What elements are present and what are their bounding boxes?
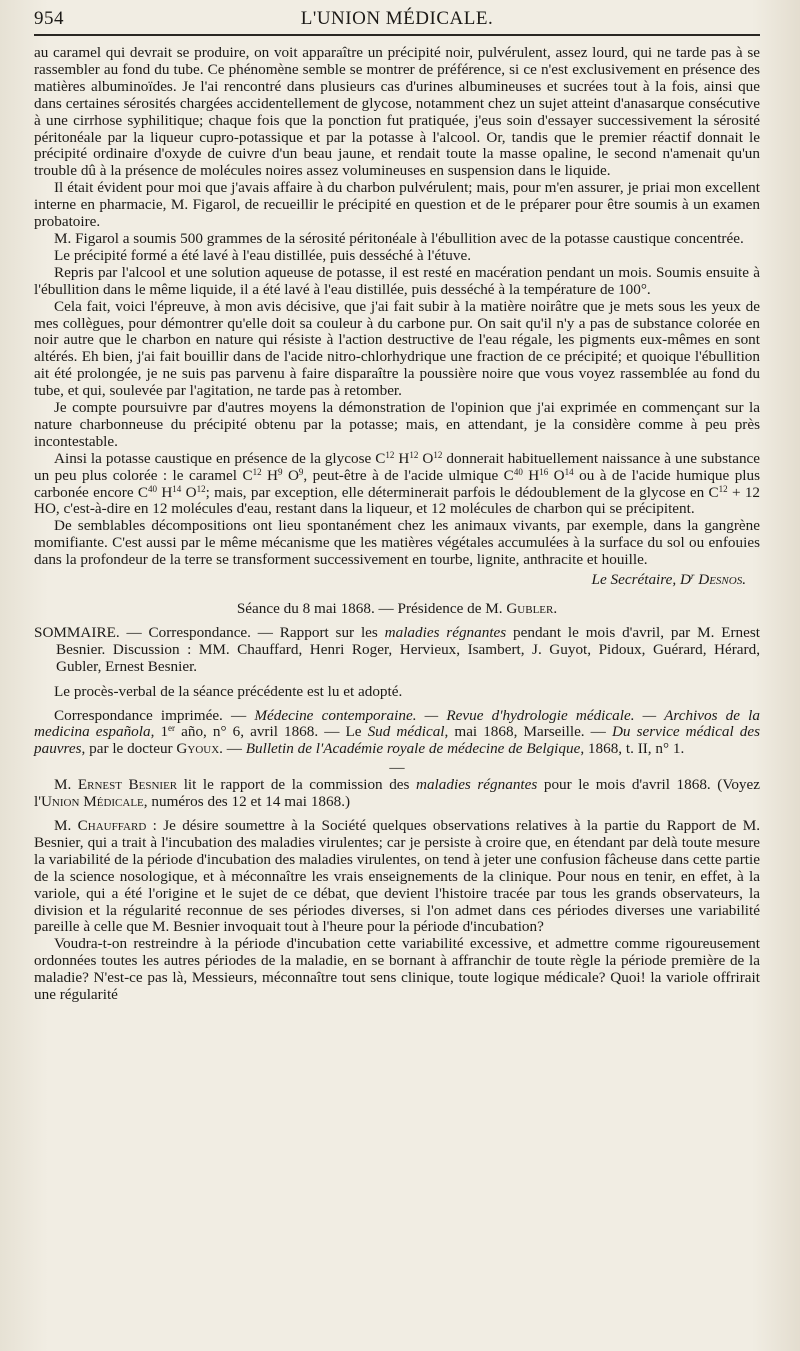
section-separator: — (389, 759, 405, 777)
running-header (34, 4, 760, 36)
secretary-signature: Le Secrétaire, $D^r$ Desnos. (591, 571, 746, 589)
paragraph-figarol: M. Figarol a soumis 500 grammes de la sérosité péritonéale à l'ébullition avec de la potasse caustique concentrée. (54, 229, 744, 247)
article-body (34, 45, 760, 1004)
page-number: 954 (34, 8, 64, 29)
printed-correspondence: Correspondance imprimée. — Médecine contemporaine. — Revue d'hydrologie médicale. — Archivos de la medicina española, 1er año, n° 6, avril 1868. — Le Sud médical, mai 1868, Marseille. — Du service médical des pauvres, par le docteur Gyoux. — Bulletin de l'Académie royale de médecine de Belgique, 1868, t. II, n° 1. (34, 706, 761, 758)
paragraph-washed: Le précipité formé a été lavé à l'eau distillée, puis desséché à l'étuve. (54, 246, 472, 264)
paragraph-test: Cela fait, voici l'épreuve, à mon avis décisive, que j'ai fait subir à la matière noirâtre que je mets sous les yeux de mes collègues, pour démontrer qu'elle doit sa couleur à du carbone pur. On sait qu'il n'y a pas de substance colorée en noir autre que le charbon en nature qui résiste à l'action destructive de l'eau régale, les pigments eux-mêmes en sont altérés. Eh bien, j'ai fait bouillir dans de l'acide nitro-chlorhydrique une fraction de ce précipité; et quoique l'ébullition ait été prolongée, je ne suis pas parvenu à faire disparaître la poussière noire que vous voyez rassemblée au fond du tube, et qui, soulevée par l'agitation, ne tarde pas à retomber. (34, 297, 760, 400)
paragraph-precipitate: au caramel qui devrait se produire, on voit apparaître un précipité noir, pulvérulent, assez lourd, qui ne tarde pas à se rassembler au fond du tube. Ce phénomène semble se montrer de préférence, si ce n'est exclusivement en présence des matières albuminoïdes. Je l'ai rencontré dans plusieurs cas d'urines albumineuses et sucrées tout à la fois, ainsi que dans certaines sérosités chargées accidentellement de glycose, notamment chez un sujet atteint d'anasarque consécutive à une cirrhose syphilitique; chaque fois que la ponction fut pratiquée, j'eus soin d'essayer successivement la sérosité péritonéale par la liqueur cupro-potassique et par la potasse à l'alcool. Or, tandis que le premier réactif donnait le précipité ordinaire d'oxyde de cuivre d'un beau jaune, et rendait toute la masse opaline, le second n'amenait qu'un trouble dû à la présence de molécules noires assez volumineuses en suspension dans le liquide. (34, 44, 760, 180)
session-heading: Séance du 8 mai 1868. — Présidence de M. Gubler. (236, 600, 558, 617)
session-summary: SOMMAIRE. — Correspondance. — Rapport sur les maladies régnantes pendant le mois d'avril, par M. Ernest Besnier. Discussion : MM. Chauffard, Henri Roger, Hervieux, Isambert, J. Guyot, Pidoux, Guérard, Hérard, Gubler, Ernest Besnier. (34, 623, 760, 675)
paragraph-chauffard: M. Chauffard : Je désire soumettre à la Société quelques observations relatives à la partie du Rapport de M. Besnier, qui a trait à l'incubation des maladies virulentes; car je persiste à croire que, en étendant par delà toute mesure la variabilité de la période d'incubation des maladies virulentes, on tend à jeter une confusion fâcheuse dans cette partie de la science nosologique, et à méconnaître les vrais enseignements de la clinique. Pour nous en tenir, en effet, à la variole, qui a été l'origine et le sujet de ce débat, que devient l'histoire tracée par tous les grands observateurs, la division et la régularité reconnue de ses périodes diverses, si l'on admet dans ces périodes diverses une variabilité pareille à celle que M. Besnier invoquait tout à l'heure pour la période d'incubation? (34, 816, 760, 936)
paragraph-formulas: Ainsi la potasse caustique en présence de la glycose $C^{12}$ $H^{12}$ $O^{12}$ donnerait habituellement naissance à une substance un peu plus colorée : le caramel $C^{12}$ $H^9$ $O^9$, peut-être à de l'acide ulmique $C^{40}$ $H^{16}$ $O^{14}$ ou à de l'acide humique plus carbonée encore $C^{40}$ $H^{14}$ $O^{12}$; mais, par exception, elle déterminerait parfois le dédoublement de la glycose en $C^{12} + 12$ HO, c'est-à-dire en 12 molécules d'eau, restant dans la liqueur, et 12 molécules de charbon qui se précipitent. (34, 449, 761, 518)
paragraph-decomposition: De semblables décompositions ont lieu spontanément chez les animaux vivants, par exemple, dans la gangrène momifiante. C'est aussi par le même mécanisme que les matières végétales accumulées à la surface du sol ou enfouies dans la profondeur de la terre se transforment successivement en tourbe, lignite, anthracite et houille. (34, 517, 760, 569)
paragraph-demonstration: Je compte poursuivre par d'autres moyens la démonstration de l'opinion que j'ai exprimée en commençant sur la nature charbonneuse du précipité obtenu par la potasse; mais, en attendant, je la considère comme à peu près incontestable. (34, 399, 760, 450)
paragraph-chauffard-continued: Voudra-t-on restreindre à la période d'incubation cette variabilité excessive, et admettre comme rigoureusement ordonnées toutes les autres périodes de la maladie, en se bornant à affranchir de toute règle la période première de la maladie? N'est-ce pas là, Messieurs, méconnaître tout sens clinique, toute logique médicale? Quoi! la variole offrirait une régularité (34, 935, 760, 1004)
paragraph-charcoal: Il était évident pour moi que j'avais affaire à du charbon pulvérulent; mais, pour m'en assurer, je priai mon excellent interne en pharmacie, M. Figarol, de recueillir le précipité en question et de le préparer pour être soumis à un examen probatoire. (34, 179, 760, 231)
paragraph-report: M. Ernest Besnier lit le rapport de la commission des maladies régnantes pour le mois d'avril 1868. (Voyez l'Union Médicale, numéros des 12 et 14 mai 1868.) (34, 776, 761, 811)
journal-title: L'UNION MÉDICALE. (300, 8, 494, 29)
minutes-adopted: Le procès-verbal de la séance précédente est lu et adopté. (54, 682, 403, 700)
paragraph-maceration: Repris par l'alcool et une solution aqueuse de potasse, il est resté en macération pendant un mois. Soumis ensuite à l'ébullition dans le même liquide, il a été lavé à l'eau distillée, puis desséché à la température de 100°. (34, 263, 760, 298)
